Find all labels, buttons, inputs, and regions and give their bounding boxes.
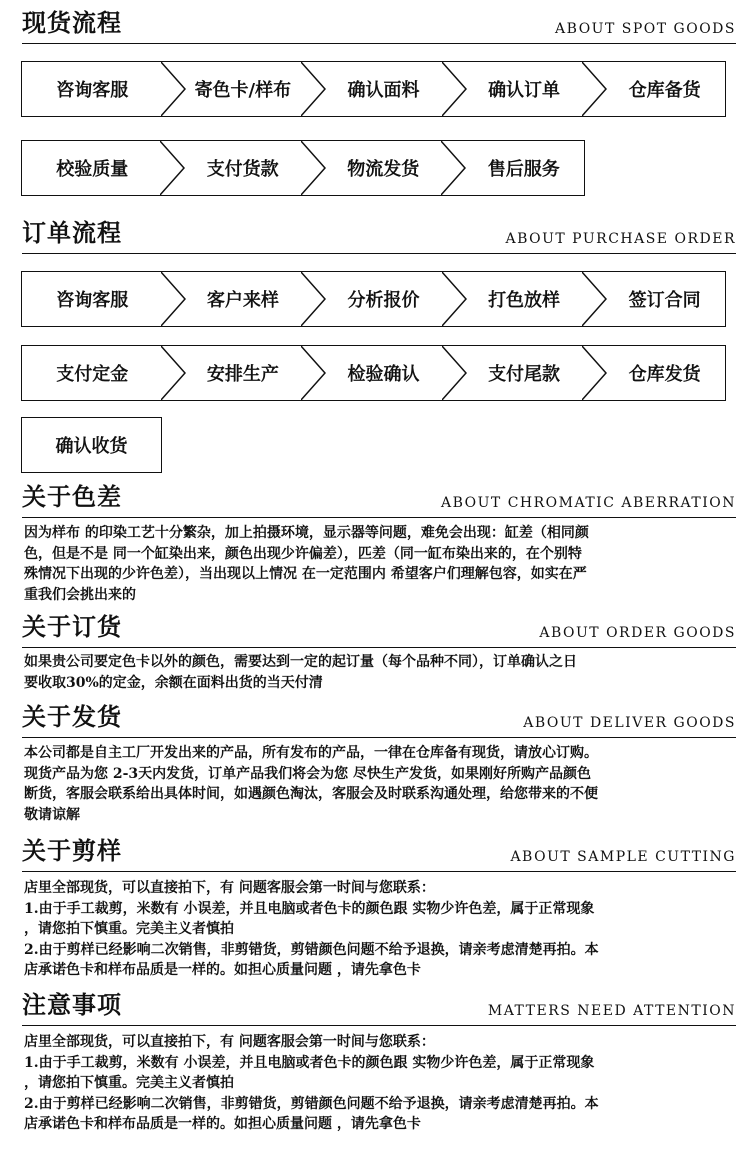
spot-step-quality-check — [22, 141, 162, 195]
sample-cutting-subtitle: ABOUT SAMPLE CUTTING — [510, 849, 736, 865]
order-goods-text: 如果贵公司要定色卡以外的颜色，需要达到一定的起订量（每个品种不同），订单确认之日 要收取30%的定金，余额在面料出货的当天付清 — [24, 654, 577, 691]
chevron-right-icon — [582, 62, 608, 116]
chevron-right-icon — [442, 62, 468, 116]
chevron-right-icon — [441, 141, 467, 195]
flow-step-label: 仓库备货 — [628, 80, 701, 101]
flow-step-label: 寄色卡/样布 — [194, 80, 292, 101]
order-step-contract — [584, 272, 725, 326]
spot-step-after-sales — [443, 141, 584, 195]
order-flow-subtitle: ABOUT PURCHASE ORDER — [505, 231, 736, 247]
attention-header — [22, 988, 736, 1026]
order-goods-title: 关于订货 — [22, 612, 122, 641]
spot-flow-row-1 — [21, 61, 726, 117]
order-flow-row-1 — [21, 271, 726, 327]
order-step-balance — [444, 346, 585, 400]
chromatic-text: 因为样布 的印染工艺十分繁杂，加上拍摄环境，显示器等问题，难免会出现：缸差（相同颜 色，但是不是 同一个缸染出来，颜色出现少许偏差），匹差（同一缸布染出来的，在个别特 殊情况下出现的少许色差），当出现以上情况 在一定范围内 希望客户们理解包容，如实在严 重我们会挑出来的 — [24, 525, 589, 603]
attention-subtitle: MATTERS NEED ATTENTION — [487, 1003, 736, 1019]
order-step-production — [163, 346, 304, 400]
order-goods-header — [22, 610, 736, 648]
order-step-receipt — [22, 418, 161, 472]
attention-title: 注意事项 — [22, 990, 122, 1019]
deliver-text: 本公司都是自主工厂开发出来的产品，所有发布的产品，一律在仓库备有现货，请放心订购。 现货产品为您 2-3天内发货，订单产品我们将会为您 尽快生产发货，如果刚好所购产品颜色 断货，客服会联系给出具体时间，如遇颜色淘汰，客服会及时联系沟通处理，给您带来的不便 敬请谅解 — [24, 745, 598, 823]
flow-step-label: 售后服务 — [487, 159, 560, 180]
spot-flow-header — [22, 6, 736, 44]
sample-cutting-text: 店里全部现货，可以直接拍下，有 问题客服会第一时间与您联系： 1.由于手工裁剪，米数有 小误差，并且电脑或者色卡的颜色跟 实物少许色差，属于正常现象 ，请您拍下慎重。完美主义者慎拍 2.由于剪样已经影响二次销售，非剪错货，剪错颜色问题不给予退换，请亲考虑清楚再拍。本 店承诺色卡和样布品质是一样的。如担心质量问题 ，请先拿色卡 — [24, 880, 599, 978]
spot-step-shipping — [303, 141, 444, 195]
chromatic-header — [22, 480, 736, 518]
spot-step-consult — [22, 62, 163, 116]
order-step-customer-sample — [163, 272, 304, 326]
flow-step-label: 支付定金 — [56, 364, 129, 385]
chromatic-subtitle: ABOUT CHROMATIC ABERRATION — [440, 495, 736, 511]
chevron-right-icon — [442, 346, 468, 400]
spot-step-warehouse-prep — [584, 62, 725, 116]
spot-flow-row-2 — [21, 140, 585, 196]
spot-step-send-sample — [163, 62, 304, 116]
chevron-right-icon — [582, 346, 608, 400]
attention-text: 店里全部现货，可以直接拍下，有 问题客服会第一时间与您联系： 1.由于手工裁剪，米数有 小误差，并且电脑或者色卡的颜色跟 实物少许色差，属于正常现象 ，请您拍下慎重。完美主义者慎拍 2.由于剪样已经影响二次销售，非剪错货，剪错颜色问题不给予退换，请亲考虑清楚再拍。本 店承诺色卡和样布品质是一样的。如担心质量问题 ，请先拿色卡 — [24, 1034, 599, 1132]
flow-step-label: 分析报价 — [347, 290, 420, 311]
order-flow-header — [22, 216, 736, 254]
order-flow-row-3 — [21, 417, 162, 473]
flow-step-label: 物流发货 — [347, 159, 420, 180]
order-goods-subtitle: ABOUT ORDER GOODS — [539, 625, 736, 641]
spot-step-confirm-fabric — [303, 62, 444, 116]
chevron-right-icon — [161, 62, 187, 116]
deliver-title: 关于发货 — [22, 702, 122, 731]
flow-step-label: 检验确认 — [347, 364, 420, 385]
flow-step-label: 安排生产 — [206, 364, 279, 385]
order-flow-row-2 — [21, 345, 726, 401]
order-step-consult — [22, 272, 163, 326]
flow-step-label: 仓库发货 — [628, 364, 701, 385]
deliver-header — [22, 700, 736, 738]
order-step-inspection — [303, 346, 444, 400]
flow-step-label: 校验质量 — [56, 159, 129, 180]
order-flow-title: 订单流程 — [22, 218, 122, 247]
deliver-subtitle: ABOUT DELIVER GOODS — [523, 715, 736, 731]
chevron-right-icon — [301, 272, 327, 326]
spot-flow-subtitle: ABOUT SPOT GOODS — [555, 21, 736, 37]
flow-step-label: 打色放样 — [488, 290, 561, 311]
flow-step-label: 客户来样 — [206, 290, 279, 311]
chevron-right-icon — [301, 141, 327, 195]
chevron-right-icon — [160, 141, 186, 195]
chevron-right-icon — [442, 272, 468, 326]
order-step-quote — [303, 272, 444, 326]
flow-step-label: 确认订单 — [488, 80, 561, 101]
flow-step-label: 咨询客服 — [56, 290, 129, 311]
chevron-right-icon — [301, 62, 327, 116]
flow-step-label: 支付货款 — [206, 159, 279, 180]
chevron-right-icon — [301, 346, 327, 400]
flow-step-label: 确认收货 — [55, 436, 128, 457]
order-step-deposit — [22, 346, 163, 400]
sample-cutting-header — [22, 834, 736, 872]
flow-step-label: 咨询客服 — [56, 80, 129, 101]
order-step-color-sample — [444, 272, 585, 326]
flow-step-label: 支付尾款 — [488, 364, 561, 385]
chevron-right-icon — [161, 346, 187, 400]
spot-step-pay — [162, 141, 303, 195]
flow-step-label: 签订合同 — [628, 290, 701, 311]
chromatic-title: 关于色差 — [22, 482, 122, 511]
order-step-warehouse-ship — [584, 346, 725, 400]
spot-step-confirm-order — [444, 62, 585, 116]
chevron-right-icon — [582, 272, 608, 326]
spot-flow-title: 现货流程 — [22, 8, 122, 37]
sample-cutting-title: 关于剪样 — [22, 836, 122, 865]
chevron-right-icon — [161, 272, 187, 326]
flow-step-label: 确认面料 — [347, 80, 420, 101]
